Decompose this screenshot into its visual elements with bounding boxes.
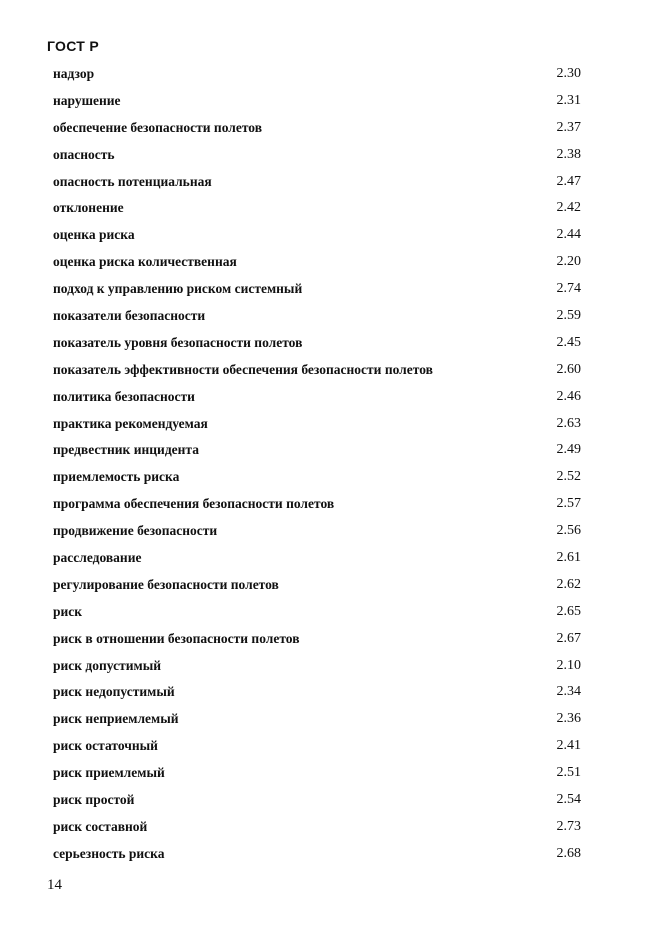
- index-reference: 2.52: [556, 469, 581, 485]
- index-term: практика рекомендуемая: [53, 415, 208, 431]
- index-row: [53, 222, 583, 249]
- index-reference: 2.57: [556, 496, 581, 512]
- index-row: [53, 249, 583, 276]
- index-term: показатель уровня безопасности полетов: [53, 334, 303, 350]
- index-row: [53, 88, 583, 115]
- index-row: [53, 572, 583, 599]
- index-reference: 2.45: [556, 334, 581, 350]
- index-row: [53, 626, 583, 653]
- index-row: [53, 142, 583, 169]
- index-row: [53, 760, 583, 787]
- index-row: [53, 733, 583, 760]
- index-term: оценка риска: [53, 227, 135, 243]
- index-reference: 2.30: [556, 66, 581, 81]
- index-term: риск недопустимый: [53, 684, 175, 700]
- index-term: риск неприемлемый: [53, 711, 179, 727]
- index-reference: 2.41: [556, 738, 581, 754]
- index-reference: 2.42: [556, 200, 581, 216]
- index-reference: 2.31: [556, 92, 581, 108]
- term-index-list: [53, 61, 583, 868]
- index-term: программа обеспечения безопасности полетов: [53, 496, 335, 512]
- index-reference: 2.51: [556, 765, 581, 781]
- index-reference: 2.56: [556, 523, 581, 539]
- index-row: [53, 464, 583, 491]
- index-reference: 2.68: [556, 845, 581, 861]
- index-term: надзор: [53, 66, 95, 81]
- index-row: [53, 195, 583, 222]
- index-row: [53, 679, 583, 706]
- index-row: [53, 787, 583, 814]
- index-row: [53, 61, 583, 88]
- index-reference: 2.36: [556, 711, 581, 727]
- index-row: [53, 706, 583, 733]
- index-reference: 2.46: [556, 388, 581, 404]
- index-term: опасность: [53, 146, 115, 162]
- index-term: приемлемость риска: [53, 469, 180, 485]
- index-reference: 2.44: [556, 227, 581, 243]
- index-reference: 2.74: [556, 281, 581, 297]
- index-term: опасность потенциальная: [53, 173, 212, 189]
- index-reference: 2.10: [556, 657, 581, 673]
- index-term: политика безопасности: [53, 388, 195, 404]
- index-term: риск приемлемый: [53, 765, 165, 781]
- index-row: [53, 330, 583, 357]
- index-row: [53, 491, 583, 518]
- index-row: [53, 518, 583, 545]
- document-header: ГОСТ Р: [47, 38, 99, 54]
- index-term: отклонение: [53, 200, 124, 216]
- page-number: 14: [47, 877, 62, 893]
- index-row: [53, 384, 583, 411]
- index-term: риск остаточный: [53, 738, 158, 754]
- index-reference: 2.59: [556, 308, 581, 324]
- index-term: показатели безопасности: [53, 308, 206, 324]
- index-term: обеспечение безопасности полетов: [53, 119, 262, 135]
- index-reference: 2.65: [556, 603, 581, 619]
- index-reference: 2.63: [556, 415, 581, 431]
- index-term: нарушение: [53, 92, 121, 108]
- index-term: показатель эффективности обеспечения безопасности полетов: [53, 361, 433, 377]
- index-row: [53, 169, 583, 196]
- index-term: оценка риска количественная: [53, 254, 237, 270]
- index-reference: 2.60: [556, 361, 581, 377]
- index-term: предвестник инцидента: [53, 442, 199, 458]
- index-row: [53, 814, 583, 841]
- index-reference: 2.62: [556, 576, 581, 592]
- index-reference: 2.73: [556, 818, 581, 834]
- index-row: [53, 437, 583, 464]
- index-row: [53, 115, 583, 142]
- index-reference: 2.37: [556, 119, 581, 135]
- index-term: риск в отношении безопасности полетов: [53, 630, 300, 646]
- index-reference: 2.67: [556, 630, 581, 646]
- index-term: риск простой: [53, 792, 135, 808]
- index-term: риск составной: [53, 818, 148, 834]
- index-row: [53, 276, 583, 303]
- index-row: [53, 545, 583, 572]
- index-term: расследование: [53, 550, 142, 566]
- index-reference: 2.61: [556, 550, 581, 566]
- index-reference: 2.34: [556, 684, 581, 700]
- index-term: риск допустимый: [53, 657, 162, 673]
- index-row: [53, 411, 583, 438]
- index-reference: 2.54: [556, 792, 581, 808]
- index-row: [53, 357, 583, 384]
- index-term: серьезность риска: [53, 845, 165, 861]
- index-row: [53, 303, 583, 330]
- index-term: подход к управлению риском системный: [53, 281, 303, 297]
- index-reference: 2.49: [556, 442, 581, 458]
- index-reference: 2.47: [556, 173, 581, 189]
- index-row: [53, 599, 583, 626]
- index-row: [53, 841, 583, 868]
- index-term: риск: [53, 603, 83, 619]
- index-reference: 2.38: [556, 146, 581, 162]
- index-term: продвижение безопасности: [53, 523, 218, 539]
- index-reference: 2.20: [556, 254, 581, 270]
- index-term: регулирование безопасности полетов: [53, 576, 279, 592]
- index-row: [53, 653, 583, 680]
